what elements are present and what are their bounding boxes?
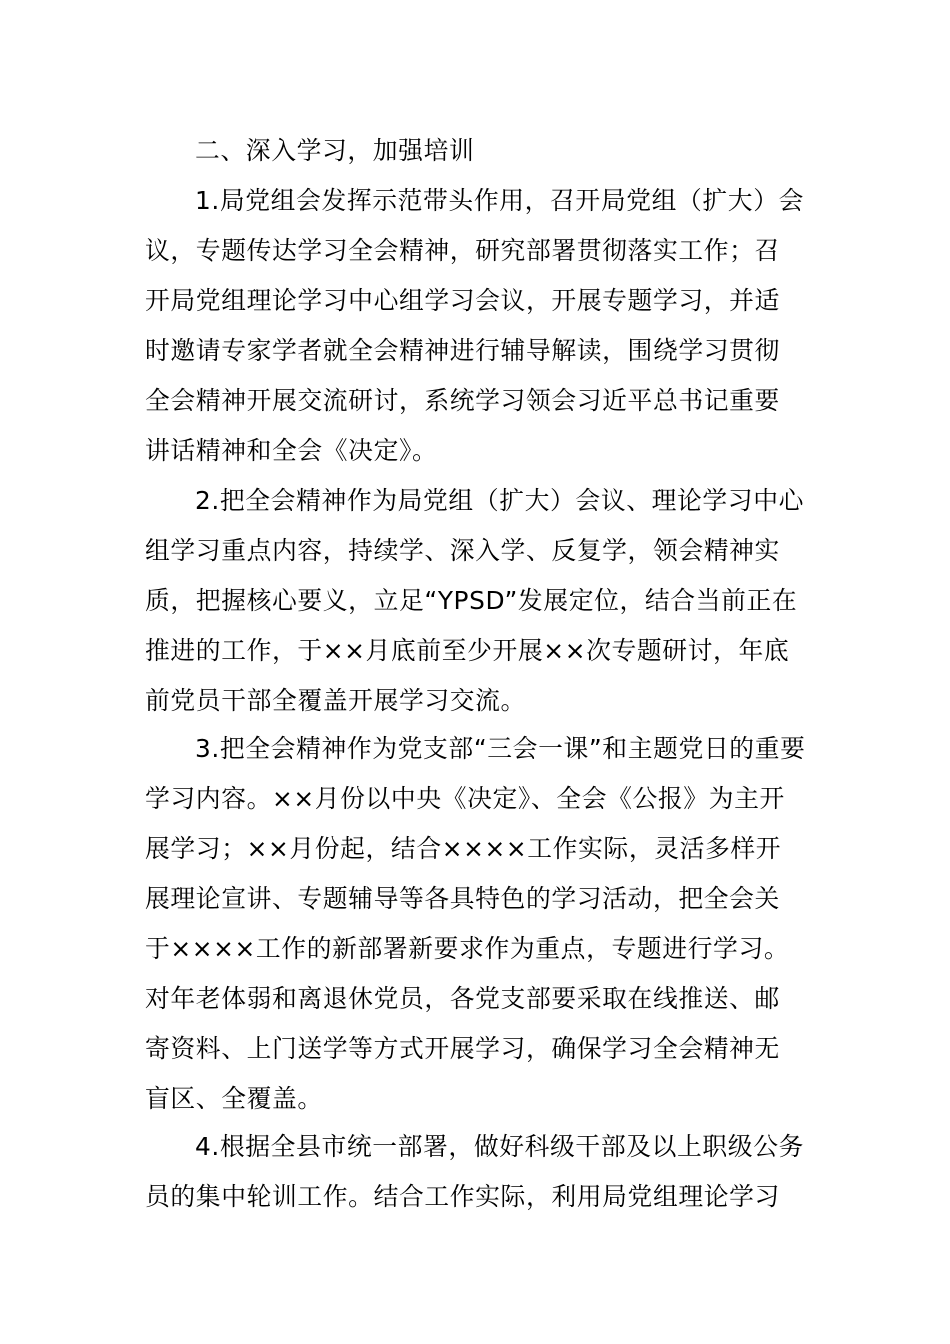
paragraph-line: 1.局党组会发挥示范带头作用，召开局党组（扩大）会 — [195, 186, 804, 215]
paragraph-line: 4.根据全县市统一部署，做好科级干部及以上职级公务 — [195, 1132, 804, 1161]
paragraph-line: 展理论宣讲、专题辅导等各具特色的学习活动，把全会关 — [145, 884, 780, 913]
paragraph-line: 推进的工作，于××月底前至少开展××次专题研讨，年底 — [145, 636, 790, 665]
paragraph-line: 学习内容。××月份以中央《决定》、全会《公报》为主开 — [145, 784, 785, 813]
paragraph-line: 员的集中轮训工作。结合工作实际，利用局党组理论学习 — [145, 1182, 780, 1211]
paragraph-line: 展学习；××月份起，结合××××工作实际，灵活多样开 — [145, 834, 782, 863]
paragraph-line: 组学习重点内容，持续学、深入学、反复学，领会精神实 — [145, 536, 780, 565]
paragraph-line: 3.把全会精神作为党支部“三会一课”和主题党日的重要 — [195, 734, 806, 763]
section-heading: 二、深入学习，加强培训 — [195, 136, 475, 165]
paragraph-line: 对年老体弱和离退休党员，各党支部要采取在线推送、邮 — [145, 984, 780, 1013]
paragraph-line: 开局党组理论学习中心组学习会议，开展专题学习，并适 — [145, 286, 780, 315]
paragraph-line: 于××××工作的新部署新要求作为重点，专题进行学习。 — [145, 934, 790, 963]
paragraph-line: 质，把握核心要义，立足“YPSD”发展定位，结合当前正在 — [145, 586, 798, 615]
paragraph-line: 议，专题传达学习全会精神，研究部署贯彻落实工作；召 — [145, 236, 780, 265]
paragraph-line: 时邀请专家学者就全会精神进行辅导解读，围绕学习贯彻 — [145, 336, 780, 365]
paragraph-line: 前党员干部全覆盖开展学习交流。 — [145, 686, 526, 715]
paragraph-line: 全会精神开展交流研讨，系统学习领会习近平总书记重要 — [145, 386, 780, 415]
paragraph-line: 盲区、全覆盖。 — [145, 1084, 323, 1113]
paragraph-line: 讲话精神和全会《决定》。 — [145, 436, 438, 465]
paragraph-line: 2.把全会精神作为局党组（扩大）会议、理论学习中心 — [195, 486, 804, 515]
paragraph-line: 寄资料、上门送学等方式开展学习，确保学习全会精神无 — [145, 1034, 780, 1063]
